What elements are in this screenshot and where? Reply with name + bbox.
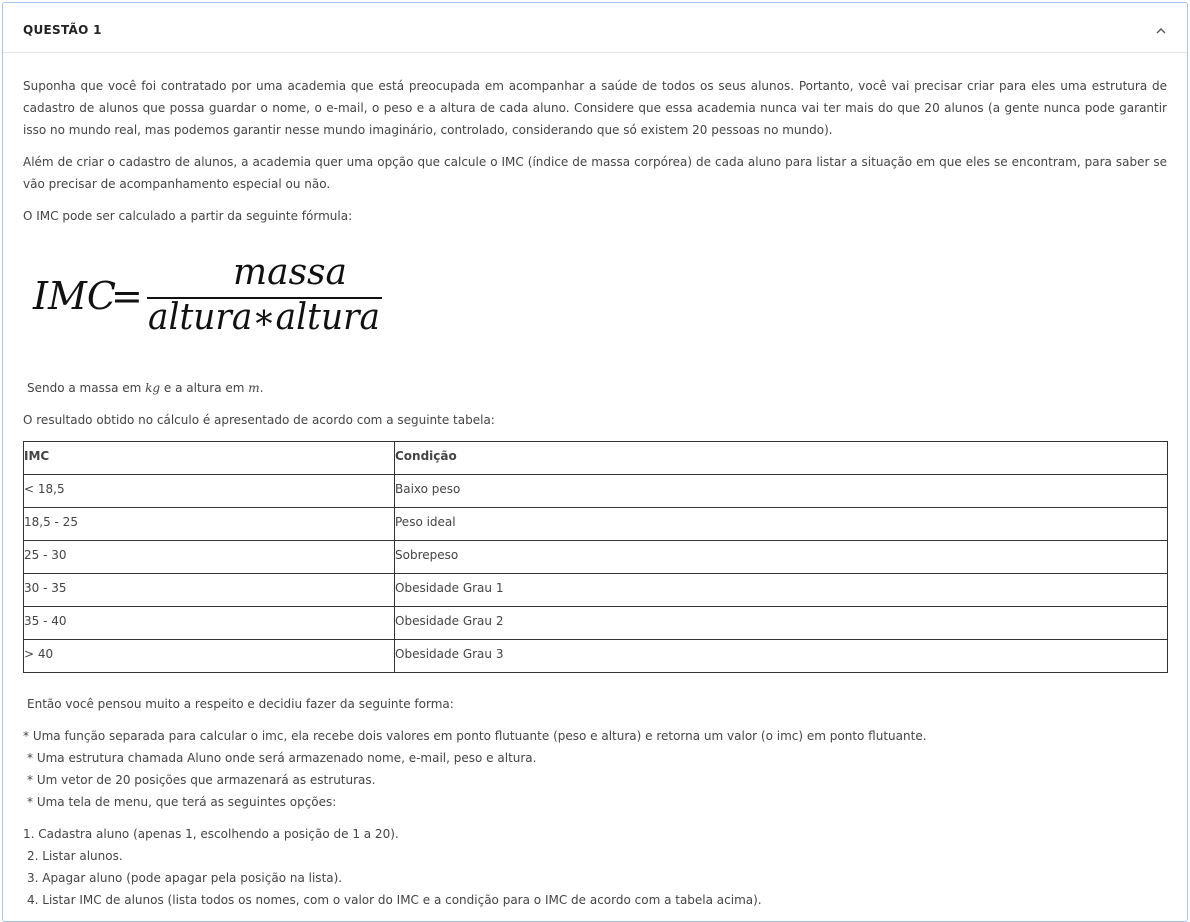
table-cell-condition: Obesidade Grau 1 (395, 574, 1168, 607)
table-header-imc: IMC (24, 442, 395, 475)
list-item: 2. Listar alunos. (27, 849, 123, 863)
panel-header[interactable] (3, 3, 1187, 53)
list-item: * Uma tela de menu, que terá as seguintes opções: (27, 795, 337, 809)
paragraph-context: Suponha que você foi contratado por uma academia que está preocupada em acompanhar a saúde de todos os seus alunos. Portanto, você vai precisar criar para eles uma estrutura de cadastro de alunos que possa guardar o nome, o e-mail, o peso e a altura de cada aluno. Considere que essa academia nunca vai ter mais do que 20 alunos (a gente nunca pode garantir isso no mundo real, mas podemos garantir nesse mundo imaginário, controlado, considerando que só existem 20 pessoas no mundo). (23, 79, 1167, 137)
table-header-row (24, 442, 1168, 475)
paragraph-formula-intro: O IMC pode ser calculado a partir da seguinte fórmula: (23, 209, 353, 223)
plan-intro: Então você pensou muito a respeito e decidiu fazer da seguinte forma: (27, 697, 454, 711)
formula-lhs: IMC (33, 274, 116, 318)
mass-unit: kg (145, 381, 161, 395)
table-cell-imc: 25 - 30 (24, 541, 395, 574)
table-row (24, 475, 1168, 508)
question-content (3, 53, 1187, 911)
imc-formula (23, 237, 1167, 377)
table-cell-condition: Peso ideal (395, 508, 1168, 541)
formula-denominator: altura∗altura (148, 297, 380, 338)
table-cell-condition: Sobrepeso (395, 541, 1168, 574)
table-cell-imc: < 18,5 (24, 475, 395, 508)
panel-title: QUESTÃO 1 (23, 23, 102, 37)
menu-list (23, 823, 1167, 911)
chevron-up-icon[interactable] (1155, 22, 1167, 34)
table-row (24, 607, 1168, 640)
list-item: 1. Cadastra aluno (apenas 1, escolhendo a posição de 1 a 20). (23, 827, 399, 841)
question-panel (2, 2, 1188, 922)
formula-numerator: massa (232, 252, 348, 293)
list-item: * Um vetor de 20 posições que armazenará as estruturas. (27, 773, 376, 787)
table-row (24, 508, 1168, 541)
height-unit: m (248, 381, 260, 395)
units-line: Sendo a massa em kg e a altura em m. (27, 381, 264, 395)
paragraph-imc: Além de criar o cadastro de alunos, a academia quer uma opção que calcule o IMC (índice de massa corpórea) de cada aluno para listar a situação em que eles se encontram, para saber se vão precisar de acompanhamento especial ou não. (23, 155, 1167, 191)
table-row (24, 574, 1168, 607)
list-item: 4. Listar IMC de alunos (lista todos os nomes, com o valor do IMC e a condição para o IMC de acordo com a tabela acima). (27, 893, 762, 907)
table-cell-condition: Baixo peso (395, 475, 1168, 508)
table-cell-imc: 35 - 40 (24, 607, 395, 640)
plan-list (23, 725, 1167, 813)
table-cell-imc: 18,5 - 25 (24, 508, 395, 541)
list-item: * Uma função separada para calcular o imc, ela recebe dois valores em ponto flutuante (peso e altura) e retorna um valor (o imc) em ponto flutuante. (23, 729, 927, 743)
table-row (24, 541, 1168, 574)
table-cell-imc: > 40 (24, 640, 395, 673)
table-intro: O resultado obtido no cálculo é apresentado de acordo com a seguinte tabela: (23, 413, 495, 427)
list-item: 3. Apagar aluno (pode apagar pela posição na lista). (27, 871, 343, 885)
list-item: * Uma estrutura chamada Aluno onde será armazenado nome, e-mail, peso e altura. (27, 751, 537, 765)
imc-table (23, 441, 1168, 673)
table-cell-imc: 30 - 35 (24, 574, 395, 607)
table-cell-condition: Obesidade Grau 3 (395, 640, 1168, 673)
table-header-condition: Condição (395, 442, 1168, 475)
table-row (24, 640, 1168, 673)
table-cell-condition: Obesidade Grau 2 (395, 607, 1168, 640)
formula-equals: = (111, 274, 143, 318)
